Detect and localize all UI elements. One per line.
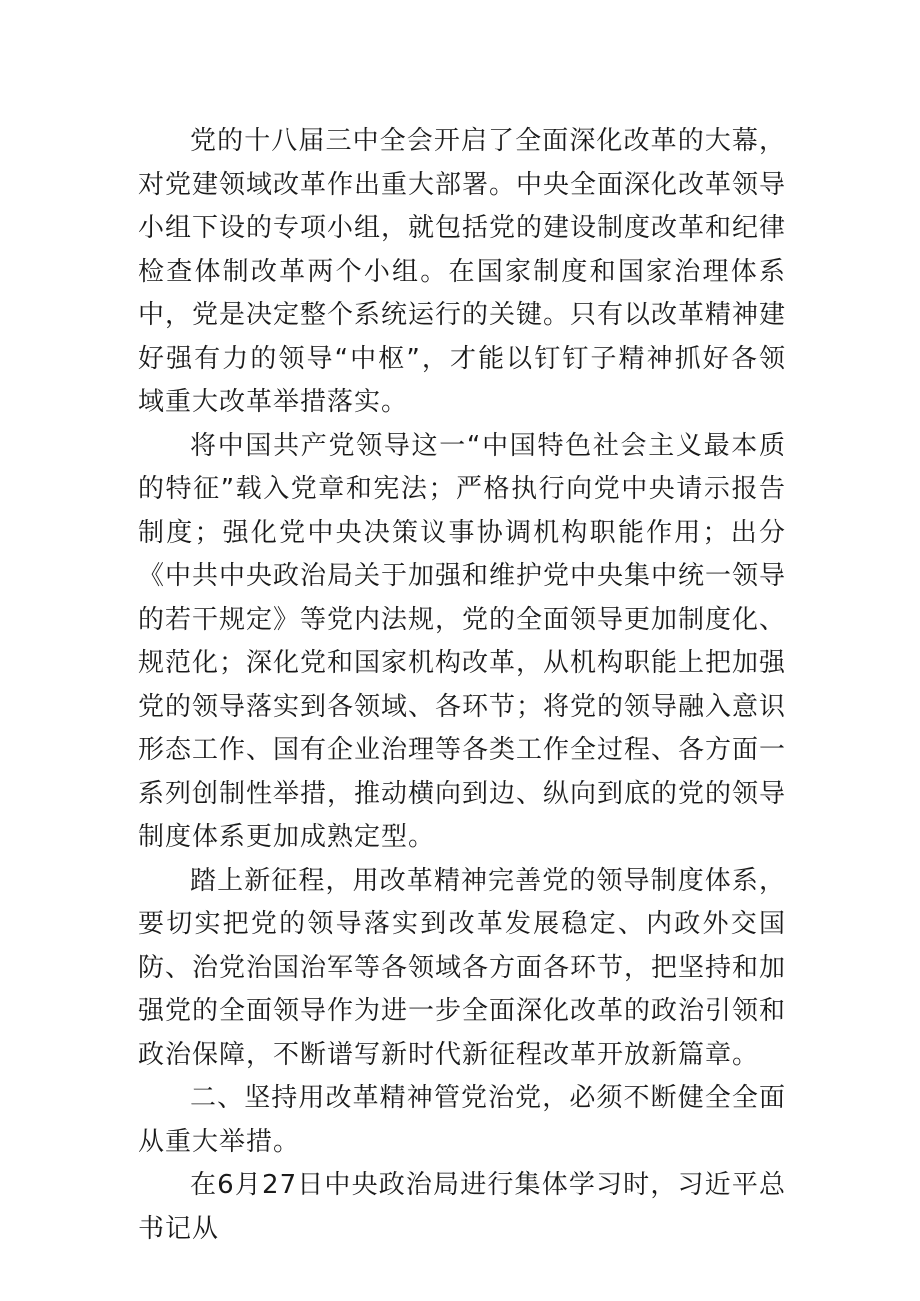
paragraph: 踏上新征程，用改革精神完善党的领导制度体系，要切实把党的领导落实到改革发展稳定、内政外交国防、治党治国治军等各领域各方面各环节，把坚持和加强党的全面领导作为进一步全面深化改革的政治引领和政治保障，不断谱写新时代新征程改革开放新篇章。 — [138, 865, 787, 1070]
document-body — [138, 120, 786, 1251]
section-heading: 二、坚持用改革精神管党治党，必须不断健全全面从重大举措。 — [138, 1083, 786, 1157]
paragraph: 党的十八届三中全会开启了全面深化改革的大幕，对党建领域改革作出重大部署。中央全面深化改革领导小组下设的专项小组，就包括党的建设制度改革和纪律检查体制改革两个小组。在国家制度和国家治理体系中，党是决定整个系统运行的关键。只有以改革精神建好强有力的领导“中枢”，才能以钉钉子精神抓好各领域重大改革举措落实。 — [138, 126, 787, 417]
paragraph: 在6月27日中央政治局进行集体学习时，习近平总书记从 — [138, 1170, 786, 1244]
paragraph: 将中国共产党领导这一“中国特色社会主义最本质的特征”载入党章和宪法；严格执行向党中央请示报告制度；强化党中央决策议事协调机构职能作用；出分《中共中央政治局关于加强和维护党中央集中统一领导的若干规定》等党内法规，党的全面领导更加制度化、规范化；深化党和国家机构改革，从机构职能上把加强党的领导落实到各领域、各环节；将党的领导融入意识形态工作、国有企业治理等各类工作全过程、各方面一系列创制性举措，推动横向到边、纵向到底的党的领导制度体系更加成熟定型。 — [138, 430, 787, 852]
